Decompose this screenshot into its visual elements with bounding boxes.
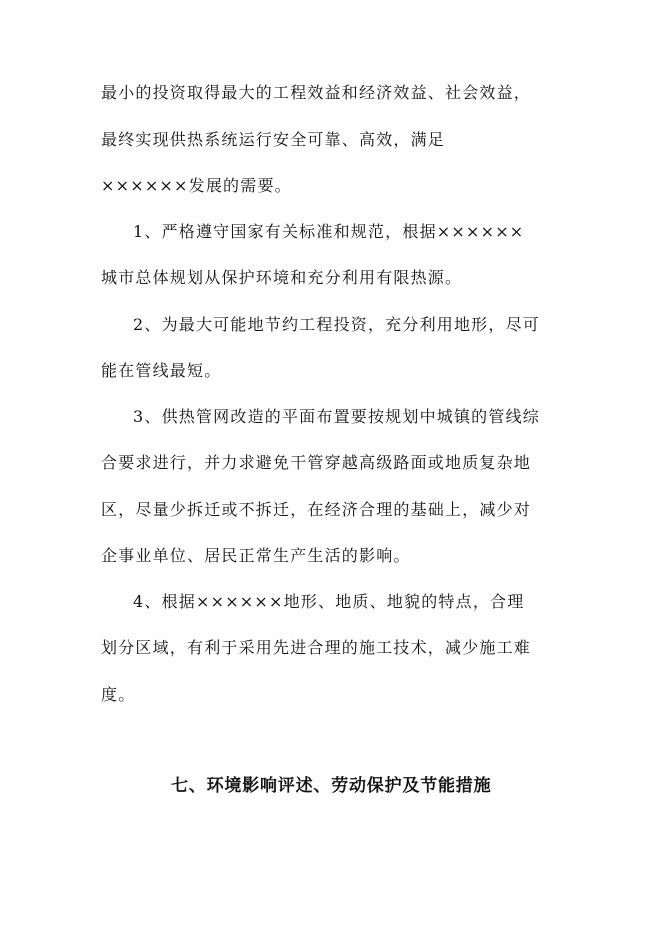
list-item-2-line: 能在管线最短。 xyxy=(101,361,222,380)
list-item-4-line: 4、根据××××××地形、地质、地貌的特点，合理 xyxy=(133,592,525,611)
paragraph-line: 最终实现供热系统运行安全可靠、高效，满足 xyxy=(101,130,446,149)
list-item-4-line: 划分区域，有利于采用先进合理的施工技术，减少施工难 xyxy=(101,638,532,657)
paragraph-line: 最小的投资取得最大的工程效益和经济效益、社会效益， xyxy=(101,83,532,102)
list-item-1-line: 1、严格遵守国家有关标准和规范，根据×××××× xyxy=(133,222,525,241)
paragraph-line: ××××××发展的需要。 xyxy=(101,176,292,195)
list-item-3-line: 3、供热管网改造的平面布置要按规划中城镇的管线综 xyxy=(133,407,540,426)
list-item-1-line: 城市总体规划从保护环境和充分利用有限热源。 xyxy=(101,268,463,287)
list-item-4-line: 度。 xyxy=(101,685,136,704)
list-item-2-line: 2、为最大可能地节约工程投资，充分利用地形，尽可 xyxy=(133,315,540,334)
list-item-3-line: 合要求进行，并力求避免干管穿越高级路面或地质复杂地 xyxy=(101,453,532,472)
list-item-3-line: 企事业单位、居民正常生产生活的影响。 xyxy=(101,546,411,565)
section-heading: 七、环境影响评述、劳动保护及节能措施 xyxy=(171,776,492,796)
list-item-3-line: 区，尽量少拆迁或不拆迁，在经济合理的基础上，减少对 xyxy=(101,500,532,519)
